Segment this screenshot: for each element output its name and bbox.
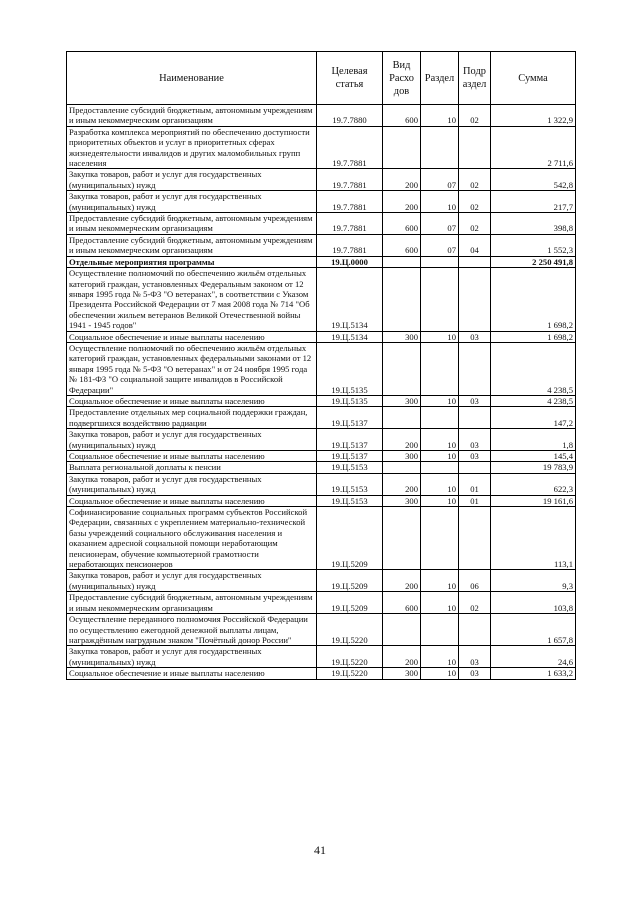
cell-subsection: 03 bbox=[459, 395, 491, 406]
cell-subsection: 01 bbox=[459, 473, 491, 495]
cell-section: 10 bbox=[421, 592, 459, 614]
table-row bbox=[67, 473, 576, 495]
cell-type: 200 bbox=[383, 570, 421, 592]
cell-type: 200 bbox=[383, 473, 421, 495]
cell-name: Закупка товаров, работ и услуг для государственных (муниципальных) нужд bbox=[67, 473, 317, 495]
cell-target: 19.7.7880 bbox=[317, 105, 383, 127]
cell-type bbox=[383, 256, 421, 267]
cell-type bbox=[383, 614, 421, 646]
cell-sum: 24,6 bbox=[491, 646, 576, 668]
cell-subsection: 01 bbox=[459, 495, 491, 506]
header-name: Наименование bbox=[67, 52, 317, 105]
header-section: Раздел bbox=[421, 52, 459, 105]
cell-subsection bbox=[459, 614, 491, 646]
cell-subsection bbox=[459, 126, 491, 169]
cell-type: 300 bbox=[383, 331, 421, 342]
cell-name: Предоставление субсидий бюджетным, автономным учреждениям и иным некоммерческим организациям bbox=[67, 234, 317, 256]
cell-sum: 1 322,9 bbox=[491, 105, 576, 127]
cell-section: 10 bbox=[421, 495, 459, 506]
cell-target: 19.Ц.5135 bbox=[317, 342, 383, 395]
table-row bbox=[67, 668, 576, 679]
cell-type bbox=[383, 268, 421, 331]
cell-name: Осуществление полномочий по обеспечению жильём отдельных категорий граждан, установленных Федеральным законом от 12 января 1995 года № 5-ФЗ "О ветеранах", в соответствии с Указом Президента Российской Федерации от 7 мая 2008 года № 714 "Об обеспечении жильем ветеранов Великой Отечественной войны 1941 - 1945 годов" bbox=[67, 268, 317, 331]
table-row bbox=[67, 342, 576, 395]
cell-subsection: 02 bbox=[459, 191, 491, 213]
cell-sum: 113,1 bbox=[491, 507, 576, 570]
cell-section: 07 bbox=[421, 169, 459, 191]
cell-section: 10 bbox=[421, 331, 459, 342]
cell-section bbox=[421, 342, 459, 395]
cell-target: 19.Ц.5137 bbox=[317, 451, 383, 462]
cell-target: 19.Ц.5220 bbox=[317, 614, 383, 646]
cell-type: 600 bbox=[383, 592, 421, 614]
cell-type: 200 bbox=[383, 646, 421, 668]
cell-type: 600 bbox=[383, 234, 421, 256]
cell-target: 19.Ц.5153 bbox=[317, 473, 383, 495]
cell-section bbox=[421, 614, 459, 646]
cell-sum: 19 783,9 bbox=[491, 462, 576, 473]
cell-subsection bbox=[459, 407, 491, 429]
cell-subsection: 03 bbox=[459, 429, 491, 451]
cell-target: 19.7.7881 bbox=[317, 234, 383, 256]
header-target: Целевая статья bbox=[317, 52, 383, 105]
cell-target: 19.7.7881 bbox=[317, 126, 383, 169]
cell-sum: 398,8 bbox=[491, 213, 576, 235]
table-row bbox=[67, 169, 576, 191]
table-row bbox=[67, 331, 576, 342]
table-row bbox=[67, 395, 576, 406]
cell-subsection bbox=[459, 462, 491, 473]
cell-target: 19.7.7881 bbox=[317, 213, 383, 235]
cell-subsection: 03 bbox=[459, 451, 491, 462]
cell-subsection: 06 bbox=[459, 570, 491, 592]
cell-section bbox=[421, 126, 459, 169]
cell-subsection: 03 bbox=[459, 331, 491, 342]
cell-sum: 1 698,2 bbox=[491, 268, 576, 331]
cell-subsection: 02 bbox=[459, 169, 491, 191]
cell-sum: 2 711,6 bbox=[491, 126, 576, 169]
table-row bbox=[67, 191, 576, 213]
cell-section bbox=[421, 268, 459, 331]
cell-target: 19.Ц.5209 bbox=[317, 570, 383, 592]
cell-name: Социальное обеспечение и иные выплаты населению bbox=[67, 451, 317, 462]
table-row bbox=[67, 407, 576, 429]
cell-sum: 9,3 bbox=[491, 570, 576, 592]
cell-sum: 622,3 bbox=[491, 473, 576, 495]
cell-section bbox=[421, 462, 459, 473]
table-row bbox=[67, 592, 576, 614]
cell-sum: 1,8 bbox=[491, 429, 576, 451]
table-row bbox=[67, 105, 576, 127]
cell-target: 19.Ц.0000 bbox=[317, 256, 383, 267]
cell-target: 19.Ц.5134 bbox=[317, 268, 383, 331]
cell-subsection bbox=[459, 256, 491, 267]
cell-sum: 1 657,8 bbox=[491, 614, 576, 646]
header-subsection: Подр аздел bbox=[459, 52, 491, 105]
page-number: 41 bbox=[314, 843, 326, 857]
cell-target: 19.Ц.5135 bbox=[317, 395, 383, 406]
cell-target: 19.Ц.5220 bbox=[317, 668, 383, 679]
header-sum: Сумма bbox=[491, 52, 576, 105]
cell-target: 19.Ц.5134 bbox=[317, 331, 383, 342]
cell-type: 600 bbox=[383, 105, 421, 127]
cell-name: Закупка товаров, работ и услуг для государственных (муниципальных) нужд bbox=[67, 570, 317, 592]
cell-sum: 147,2 bbox=[491, 407, 576, 429]
cell-name: Закупка товаров, работ и услуг для государственных (муниципальных) нужд bbox=[67, 646, 317, 668]
cell-name: Предоставление субсидий бюджетным, автономным учреждениям и иным некоммерческим организациям bbox=[67, 592, 317, 614]
table-row bbox=[67, 614, 576, 646]
cell-target: 19.7.7881 bbox=[317, 169, 383, 191]
cell-target: 19.Ц.5153 bbox=[317, 495, 383, 506]
cell-type: 200 bbox=[383, 429, 421, 451]
table-row bbox=[67, 462, 576, 473]
cell-type bbox=[383, 507, 421, 570]
cell-name: Предоставление субсидий бюджетным, автономным учреждениям и иным некоммерческим организациям bbox=[67, 213, 317, 235]
cell-section: 07 bbox=[421, 213, 459, 235]
cell-type: 300 bbox=[383, 451, 421, 462]
cell-name: Осуществление полномочий по обеспечению жильём отдельных категорий граждан, установленных федеральными законами от 12 января 1995 года № 5-ФЗ "О ветеранах" и от 24 ноября 1995 года № 181-ФЗ "О социальной защите инвалидов в Российской Федерации" bbox=[67, 342, 317, 395]
table-row bbox=[67, 234, 576, 256]
cell-type: 300 bbox=[383, 395, 421, 406]
cell-subsection: 03 bbox=[459, 668, 491, 679]
cell-type bbox=[383, 342, 421, 395]
cell-type bbox=[383, 126, 421, 169]
cell-type: 300 bbox=[383, 495, 421, 506]
table-row bbox=[67, 451, 576, 462]
cell-target: 19.Ц.5137 bbox=[317, 429, 383, 451]
cell-target: 19.Ц.5153 bbox=[317, 462, 383, 473]
cell-type bbox=[383, 462, 421, 473]
cell-sum: 217,7 bbox=[491, 191, 576, 213]
cell-target: 19.Ц.5220 bbox=[317, 646, 383, 668]
cell-section: 10 bbox=[421, 395, 459, 406]
cell-name: Социальное обеспечение и иные выплаты населению bbox=[67, 668, 317, 679]
cell-section: 10 bbox=[421, 668, 459, 679]
cell-target: 19.Ц.5137 bbox=[317, 407, 383, 429]
cell-section: 10 bbox=[421, 473, 459, 495]
table-row bbox=[67, 495, 576, 506]
cell-sum: 4 238,5 bbox=[491, 342, 576, 395]
table-row bbox=[67, 646, 576, 668]
table-row bbox=[67, 126, 576, 169]
cell-sum: 19 161,6 bbox=[491, 495, 576, 506]
cell-name: Социальное обеспечение и иные выплаты населению bbox=[67, 395, 317, 406]
table-row bbox=[67, 429, 576, 451]
cell-type: 300 bbox=[383, 668, 421, 679]
cell-sum: 1 698,2 bbox=[491, 331, 576, 342]
cell-type bbox=[383, 407, 421, 429]
cell-name: Осуществление переданного полномочия Российской Федерации по осуществлению ежегодной денежной выплаты лицам, награждённым нагрудным знаком "Почётный донор России" bbox=[67, 614, 317, 646]
cell-name: Предоставление отдельных мер социальной поддержки граждан, подвергшихся воздействию радиации bbox=[67, 407, 317, 429]
cell-section bbox=[421, 407, 459, 429]
cell-name: Закупка товаров, работ и услуг для государственных (муниципальных) нужд bbox=[67, 169, 317, 191]
cell-target: 19.Ц.5209 bbox=[317, 592, 383, 614]
cell-name: Социальное обеспечение и иные выплаты населению bbox=[67, 331, 317, 342]
cell-section: 10 bbox=[421, 451, 459, 462]
cell-sum: 2 250 491,8 bbox=[491, 256, 576, 267]
table-row bbox=[67, 256, 576, 267]
cell-name: Софинансирование социальных программ субъектов Российской Федерации, связанных с укреплением материально-технической базы учреждений социального обслуживания населения и оказанием адресной социальной помощи неработающим пенсионерам, обучение компьютерной грамотности неработающих пенсионеров bbox=[67, 507, 317, 570]
cell-type: 200 bbox=[383, 191, 421, 213]
cell-type: 200 bbox=[383, 169, 421, 191]
cell-section: 10 bbox=[421, 105, 459, 127]
cell-section: 07 bbox=[421, 234, 459, 256]
cell-name: Закупка товаров, работ и услуг для государственных (муниципальных) нужд bbox=[67, 191, 317, 213]
cell-subsection: 02 bbox=[459, 213, 491, 235]
cell-sum: 542,8 bbox=[491, 169, 576, 191]
cell-name: Отдельные мероприятия программы bbox=[67, 256, 317, 267]
table-header-row bbox=[67, 52, 576, 105]
cell-section: 10 bbox=[421, 429, 459, 451]
cell-subsection: 02 bbox=[459, 105, 491, 127]
cell-target: 19.Ц.5209 bbox=[317, 507, 383, 570]
cell-subsection bbox=[459, 268, 491, 331]
cell-sum: 1 552,3 bbox=[491, 234, 576, 256]
table-row bbox=[67, 268, 576, 331]
cell-sum: 145,4 bbox=[491, 451, 576, 462]
cell-subsection: 03 bbox=[459, 646, 491, 668]
header-type: Вид Расхо дов bbox=[383, 52, 421, 105]
cell-sum: 4 238,5 bbox=[491, 395, 576, 406]
cell-type: 600 bbox=[383, 213, 421, 235]
cell-subsection: 02 bbox=[459, 592, 491, 614]
cell-subsection bbox=[459, 342, 491, 395]
cell-section bbox=[421, 507, 459, 570]
cell-name: Закупка товаров, работ и услуг для государственных (муниципальных) нужд bbox=[67, 429, 317, 451]
budget-table bbox=[66, 51, 576, 680]
cell-section: 10 bbox=[421, 191, 459, 213]
cell-name: Выплата региональной доплаты к пенсии bbox=[67, 462, 317, 473]
cell-subsection: 04 bbox=[459, 234, 491, 256]
table-body bbox=[67, 105, 576, 680]
cell-sum: 103,8 bbox=[491, 592, 576, 614]
cell-target: 19.7.7881 bbox=[317, 191, 383, 213]
cell-section bbox=[421, 256, 459, 267]
table-row bbox=[67, 570, 576, 592]
cell-section: 10 bbox=[421, 646, 459, 668]
cell-name: Социальное обеспечение и иные выплаты населению bbox=[67, 495, 317, 506]
table-row bbox=[67, 507, 576, 570]
table-row bbox=[67, 213, 576, 235]
cell-subsection bbox=[459, 507, 491, 570]
cell-section: 10 bbox=[421, 570, 459, 592]
cell-name: Разработка комплекса мероприятий по обеспечению доступности приоритетных объектов и услуг в приоритетных сферах жизнедеятельности инвалидов и других маломобильных групп населения bbox=[67, 126, 317, 169]
cell-name: Предоставление субсидий бюджетным, автономным учреждениям и иным некоммерческим организациям bbox=[67, 105, 317, 127]
cell-sum: 1 633,2 bbox=[491, 668, 576, 679]
